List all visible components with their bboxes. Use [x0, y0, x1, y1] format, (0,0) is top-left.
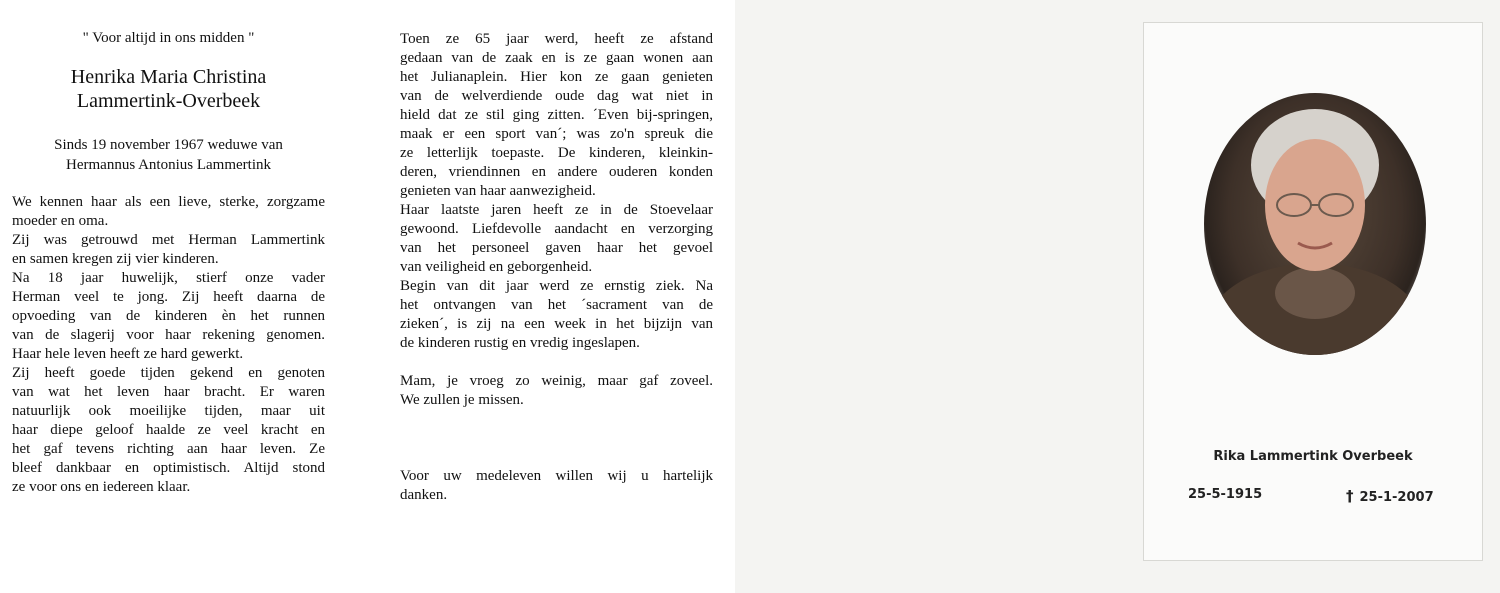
text-line: Toen ze 65 jaar werd, heeft ze afstand [400, 31, 713, 47]
text-line: en samen kregen zij vier kinderen. [12, 251, 219, 267]
spacer [400, 353, 713, 372]
text-line: het ontvangen van het ´sacrament van de [400, 297, 713, 313]
memorial-photo-card [1143, 22, 1483, 561]
cross-icon: † [1346, 487, 1354, 505]
text-line: Haar hele leven heeft ze hard gewerkt. [12, 346, 244, 362]
text-line: haar diepe geloof haalde ze veel kracht en [12, 422, 325, 438]
spacer [400, 429, 713, 448]
text-line: We kennen haar als een lieve, sterke, zorgzame [12, 194, 325, 210]
text-line: van wat het leven haar bracht. Er waren [12, 384, 325, 400]
thanks-line: danken. [400, 487, 448, 503]
portrait-illustration [1204, 93, 1426, 355]
spacer [400, 410, 713, 429]
deceased-name: Rika Lammertink Overbeek [1213, 449, 1413, 464]
biography-part2 [400, 30, 713, 505]
text-line: moeder en oma. [12, 213, 109, 229]
text-line: genieten van haar aanwezigheid. [400, 183, 596, 199]
thanks-line: Voor uw medeleven willen wij u hartelijk [400, 468, 713, 484]
collar-shape [1275, 267, 1355, 319]
biography-part1 [12, 193, 325, 497]
text-line: Na 18 jaar huwelijk, stierf onze vader [12, 270, 325, 286]
text-line: gewoond. Liefdevolle aandacht en verzorging [400, 221, 713, 237]
full-name-line2: Lammertink-Overbeek [76, 90, 261, 112]
text-line: Haar laatste jaren heeft ze in de Stoevelaar [400, 202, 713, 218]
full-name-line1: Henrika Maria Christina [70, 66, 267, 88]
text-line: Zij was getrouwd met Herman Lammertink [12, 232, 325, 248]
widow-note [12, 135, 325, 175]
text-line: van veiligheid en geborgenheid. [400, 259, 593, 275]
closing-line: We zullen je missen. [400, 392, 524, 408]
text-line: het gaf tevens richting aan haar leven. Ze [12, 441, 325, 457]
widow-line2: Hermannus Antonius Lammertink [66, 157, 271, 173]
text-line: ze letterlijk toepaste. De kinderen, kleinkin- [400, 145, 713, 161]
death-date-block [1346, 487, 1434, 505]
portrait-photo [1204, 93, 1426, 355]
text-line: gedaan van de zaak en is ze gaan wonen aan [400, 50, 713, 66]
text-line: van de welverdiende oude dag wat niet in [400, 88, 713, 104]
text-line: van het personeel gaven haar het gevoel [400, 240, 713, 256]
spacer [400, 448, 713, 467]
text-line: natuurlijk ook moeilijke tijden, maar uit [12, 403, 325, 419]
text-line: Herman veel te jong. Zij heeft daarna de [12, 289, 325, 305]
motto: " Voor altijd in ons midden " [82, 30, 255, 46]
card-inside-page [0, 0, 735, 593]
text-line: maak er een sport van´; was zo'n spreuk die [400, 126, 713, 142]
closing-line: Mam, je vroeg zo weinig, maar gaf zoveel. [400, 373, 713, 389]
text-line: het Julianaplein. Hier kon ze gaan genieten [400, 69, 713, 85]
text-line: van de slagerij voor haar rekening genomen. [12, 327, 325, 343]
text-line: opvoeding van de kinderen èn het runnen [12, 308, 325, 324]
text-line: zieken´, is zij na een week in het bijzijn van [400, 316, 713, 332]
text-line: ze voor ons en iedereen klaar. [12, 479, 191, 495]
text-line: hield dat ze stil ging zitten. ´Even bij-springen, [400, 107, 713, 123]
left-column [12, 30, 325, 497]
text-line: Begin van dit jaar werd ze ernstig ziek. Na [400, 278, 713, 294]
text-line: de kinderen rustig en vredig ingeslapen. [400, 335, 640, 351]
right-column [400, 30, 713, 505]
text-line: deren, vriendinnen en andere ouderen konden [400, 164, 713, 180]
text-line: Zij heeft goede tijden gekend en genoten [12, 365, 325, 381]
death-date: 25-1-2007 [1359, 490, 1434, 505]
widow-line1: Sinds 19 november 1967 weduwe van [54, 137, 283, 153]
text-line: bleef dankbaar en optimistisch. Altijd stond [12, 460, 325, 476]
birth-date: 25-5-1915 [1188, 487, 1263, 502]
